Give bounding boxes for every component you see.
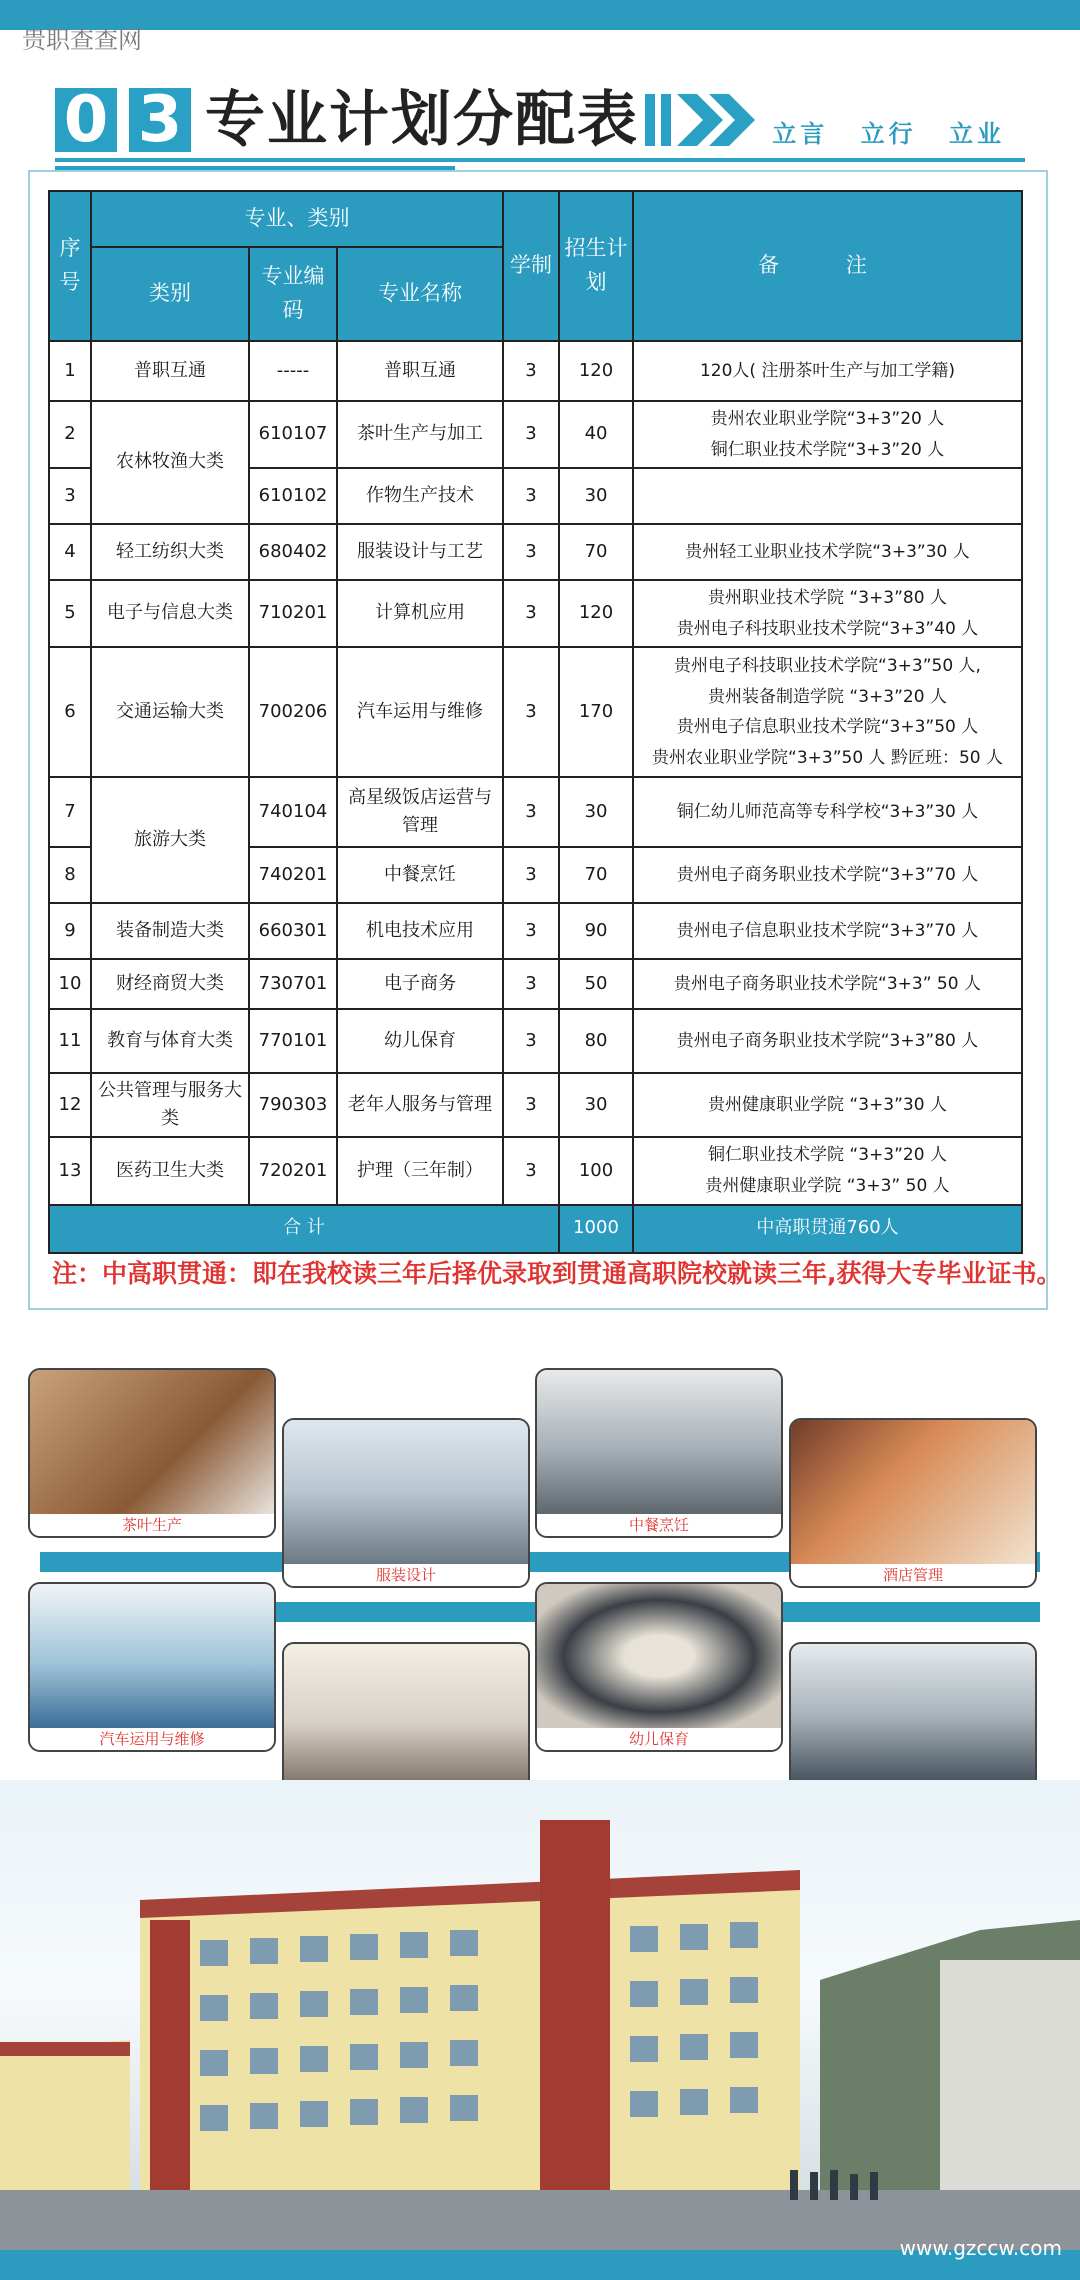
cell-major: 电子商务 — [337, 959, 503, 1009]
cell-plan: 70 — [559, 847, 633, 903]
cell-note — [633, 1137, 1022, 1204]
footnote: 注：中高职贯通：即在我校读三年后择优录取到贯通高职院校就读三年,获得大专毕业证书。 — [52, 1259, 1062, 1288]
table-row — [49, 903, 1022, 959]
section-header — [55, 78, 1035, 178]
cell-code: 680402 — [249, 524, 337, 580]
photo-fashion — [282, 1418, 530, 1588]
cell-major: 计算机应用 — [337, 580, 503, 647]
cell-major: 茶叶生产与加工 — [337, 401, 503, 468]
photo-caption: 茶叶生产 — [30, 1514, 274, 1536]
cell-duration: 3 — [503, 647, 559, 777]
cell-major: 汽车运用与维修 — [337, 647, 503, 777]
cell-duration: 3 — [503, 777, 559, 847]
cell-seq: 10 — [49, 959, 91, 1009]
cell-category: 医药卫生大类 — [91, 1137, 249, 1204]
cell-code: 710201 — [249, 580, 337, 647]
note-line: 贵州装备制造学院 “3+3”20 人 — [708, 686, 947, 707]
photo-caption: 汽车运用与维修 — [30, 1728, 274, 1750]
site-url-watermark: www.gzccw.com — [899, 2236, 1062, 2260]
cell-code: ----- — [249, 341, 337, 401]
cell-code: 720201 — [249, 1137, 337, 1204]
site-watermark: 贵职查查网 — [22, 26, 142, 54]
cell-note — [633, 847, 1022, 903]
school-motto: 立言 立行 立业 — [772, 120, 1005, 148]
photo-caption: 服装设计 — [284, 1564, 528, 1586]
cell-category: 电子与信息大类 — [91, 580, 249, 647]
note-line: 铜仁职业技术学院“3+3”20 人 — [710, 439, 945, 460]
total-plan: 1000 — [559, 1205, 633, 1253]
table-row — [49, 777, 1022, 847]
cell-code: 660301 — [249, 903, 337, 959]
cell-duration: 3 — [503, 524, 559, 580]
cell-major: 机电技术应用 — [337, 903, 503, 959]
cell-category: 公共管理与服务大类 — [91, 1073, 249, 1137]
cell-plan: 30 — [559, 777, 633, 847]
note-line: 贵州农业职业学院“3+3”50 人 黔匠班：50 人 — [652, 747, 1003, 768]
page-title: 专业计划分配表 — [205, 85, 639, 155]
cell-major: 服装设计与工艺 — [337, 524, 503, 580]
note-line: 贵州农业职业学院“3+3”20 人 — [710, 409, 945, 429]
cell-code: 610107 — [249, 401, 337, 468]
photo-caption: 幼儿保育 — [537, 1728, 781, 1750]
cell-seq: 6 — [49, 647, 91, 777]
note-line: 120人( 注册茶叶生产与加工学籍) — [699, 360, 956, 381]
cell-major: 护理（三年制） — [337, 1137, 503, 1204]
header-duration: 学制 — [503, 191, 559, 341]
cell-category: 教育与体育大类 — [91, 1009, 249, 1073]
cell-code: 610102 — [249, 468, 337, 524]
section-number-digit-1: 3 — [129, 88, 191, 152]
table-row — [49, 1073, 1022, 1137]
note-line: 贵州电子信息职业技术学院“3+3”70 人 — [676, 921, 979, 942]
note-line: 铜仁职业技术学院 “3+3”20 人 — [708, 1145, 947, 1166]
note-line: 铜仁幼儿师范高等专科学校“3+3”30 人 — [676, 802, 979, 823]
cell-code: 770101 — [249, 1009, 337, 1073]
cell-category: 旅游大类 — [91, 777, 249, 903]
cell-note — [633, 401, 1022, 468]
cell-major: 作物生产技术 — [337, 468, 503, 524]
cell-plan: 30 — [559, 468, 633, 524]
note-line: 贵州电子商务职业技术学院“3+3” 50 人 — [674, 974, 981, 995]
campus-building-illustration — [0, 1780, 1080, 2250]
table-row — [49, 341, 1022, 401]
cell-category: 装备制造大类 — [91, 903, 249, 959]
cell-category: 交通运输大类 — [91, 647, 249, 777]
cell-seq: 1 — [49, 341, 91, 401]
header-major: 专业名称 — [337, 247, 503, 341]
cell-duration: 3 — [503, 959, 559, 1009]
cell-note — [633, 468, 1022, 524]
section-number-digit-0: 0 — [55, 88, 117, 152]
cell-duration: 3 — [503, 401, 559, 468]
cell-note — [633, 647, 1022, 777]
photo-childcare — [535, 1582, 783, 1752]
cell-plan: 80 — [559, 1009, 633, 1073]
cell-plan: 170 — [559, 647, 633, 777]
cell-duration: 3 — [503, 1137, 559, 1204]
cell-code: 700206 — [249, 647, 337, 777]
note-line: 贵州电子商务职业技术学院“3+3”80 人 — [676, 1031, 979, 1052]
header-seq: 序号 — [49, 191, 91, 341]
cell-plan: 90 — [559, 903, 633, 959]
cell-major: 幼儿保育 — [337, 1009, 503, 1073]
photo-cooking — [535, 1368, 783, 1538]
cell-seq: 5 — [49, 580, 91, 647]
header-note: 备 注 — [633, 191, 1022, 341]
cell-major: 中餐烹饪 — [337, 847, 503, 903]
note-line: 贵州电子科技职业技术学院“3+3”40 人 — [676, 618, 979, 639]
cell-major: 老年人服务与管理 — [337, 1073, 503, 1137]
cell-seq: 11 — [49, 1009, 91, 1073]
total-label: 合 计 — [49, 1205, 559, 1253]
cell-note — [633, 959, 1022, 1009]
table-row — [49, 580, 1022, 647]
cell-plan: 70 — [559, 524, 633, 580]
cell-duration: 3 — [503, 903, 559, 959]
photo-auto — [28, 1582, 276, 1752]
cell-seq: 2 — [49, 401, 91, 468]
cell-seq: 9 — [49, 903, 91, 959]
building-graphic — [0, 1780, 1080, 2250]
cell-plan: 120 — [559, 580, 633, 647]
cell-category: 农林牧渔大类 — [91, 401, 249, 524]
cell-seq: 8 — [49, 847, 91, 903]
cell-plan: 40 — [559, 401, 633, 468]
table-body — [49, 341, 1022, 1205]
note-line: 贵州电子信息职业技术学院“3+3”50 人 — [676, 717, 979, 738]
cell-plan: 120 — [559, 341, 633, 401]
cell-code: 730701 — [249, 959, 337, 1009]
note-line: 贵州健康职业学院 “3+3”30 人 — [708, 1095, 947, 1116]
cell-category: 普职互通 — [91, 341, 249, 401]
top-band — [0, 0, 1080, 30]
table-row — [49, 647, 1022, 777]
cell-seq: 12 — [49, 1073, 91, 1137]
table-row — [49, 1009, 1022, 1073]
table-row — [49, 959, 1022, 1009]
cell-duration: 3 — [503, 1009, 559, 1073]
cell-duration: 3 — [503, 1073, 559, 1137]
cell-major: 高星级饭店运营与管理 — [337, 777, 503, 847]
total-row — [49, 1205, 1022, 1253]
note-line: 贵州电子商务职业技术学院“3+3”70 人 — [676, 865, 979, 886]
cell-duration: 3 — [503, 468, 559, 524]
photo-caption: 酒店管理 — [791, 1564, 1035, 1586]
header-code: 专业编码 — [249, 247, 337, 341]
cell-plan: 50 — [559, 959, 633, 1009]
cell-code: 740104 — [249, 777, 337, 847]
cell-note — [633, 524, 1022, 580]
cell-note — [633, 903, 1022, 959]
table-row — [49, 401, 1022, 468]
cell-note — [633, 341, 1022, 401]
cell-category: 轻工纺织大类 — [91, 524, 249, 580]
note-line: 贵州职业技术学院 “3+3”80 人 — [708, 588, 947, 609]
cell-note — [633, 1073, 1022, 1137]
cell-note — [633, 777, 1022, 847]
cell-plan: 100 — [559, 1137, 633, 1204]
table-row — [49, 1137, 1022, 1204]
cell-seq: 13 — [49, 1137, 91, 1204]
cell-seq: 3 — [49, 468, 91, 524]
cell-duration: 3 — [503, 341, 559, 401]
cell-category: 财经商贸大类 — [91, 959, 249, 1009]
header-category: 类别 — [91, 247, 249, 341]
note-line: 贵州电子科技职业技术学院“3+3”50 人, — [674, 656, 981, 677]
photo-hotel — [789, 1418, 1037, 1588]
photo-caption: 中餐烹饪 — [537, 1514, 781, 1536]
note-line: 贵州轻工业职业技术学院“3+3”30 人 — [685, 541, 970, 562]
cell-note — [633, 580, 1022, 647]
cell-seq: 7 — [49, 777, 91, 847]
photo-gallery — [0, 1360, 1080, 1840]
cell-major: 普职互通 — [337, 341, 503, 401]
table-row — [49, 524, 1022, 580]
photo-tea — [28, 1368, 276, 1538]
cell-seq: 4 — [49, 524, 91, 580]
enrollment-plan-table — [48, 190, 1023, 1254]
total-note: 中高职贯通760人 — [633, 1205, 1022, 1253]
cell-duration: 3 — [503, 580, 559, 647]
section-number-badge — [55, 83, 195, 157]
header-divider — [55, 158, 1025, 162]
header-group: 专业、类别 — [91, 191, 503, 247]
cell-note — [633, 1009, 1022, 1073]
note-line: 贵州健康职业学院 “3+3” 50 人 — [705, 1175, 950, 1196]
header-plan: 招生计划 — [559, 191, 633, 341]
cell-duration: 3 — [503, 847, 559, 903]
cell-code: 740201 — [249, 847, 337, 903]
cell-code: 790303 — [249, 1073, 337, 1137]
cell-plan: 30 — [559, 1073, 633, 1137]
